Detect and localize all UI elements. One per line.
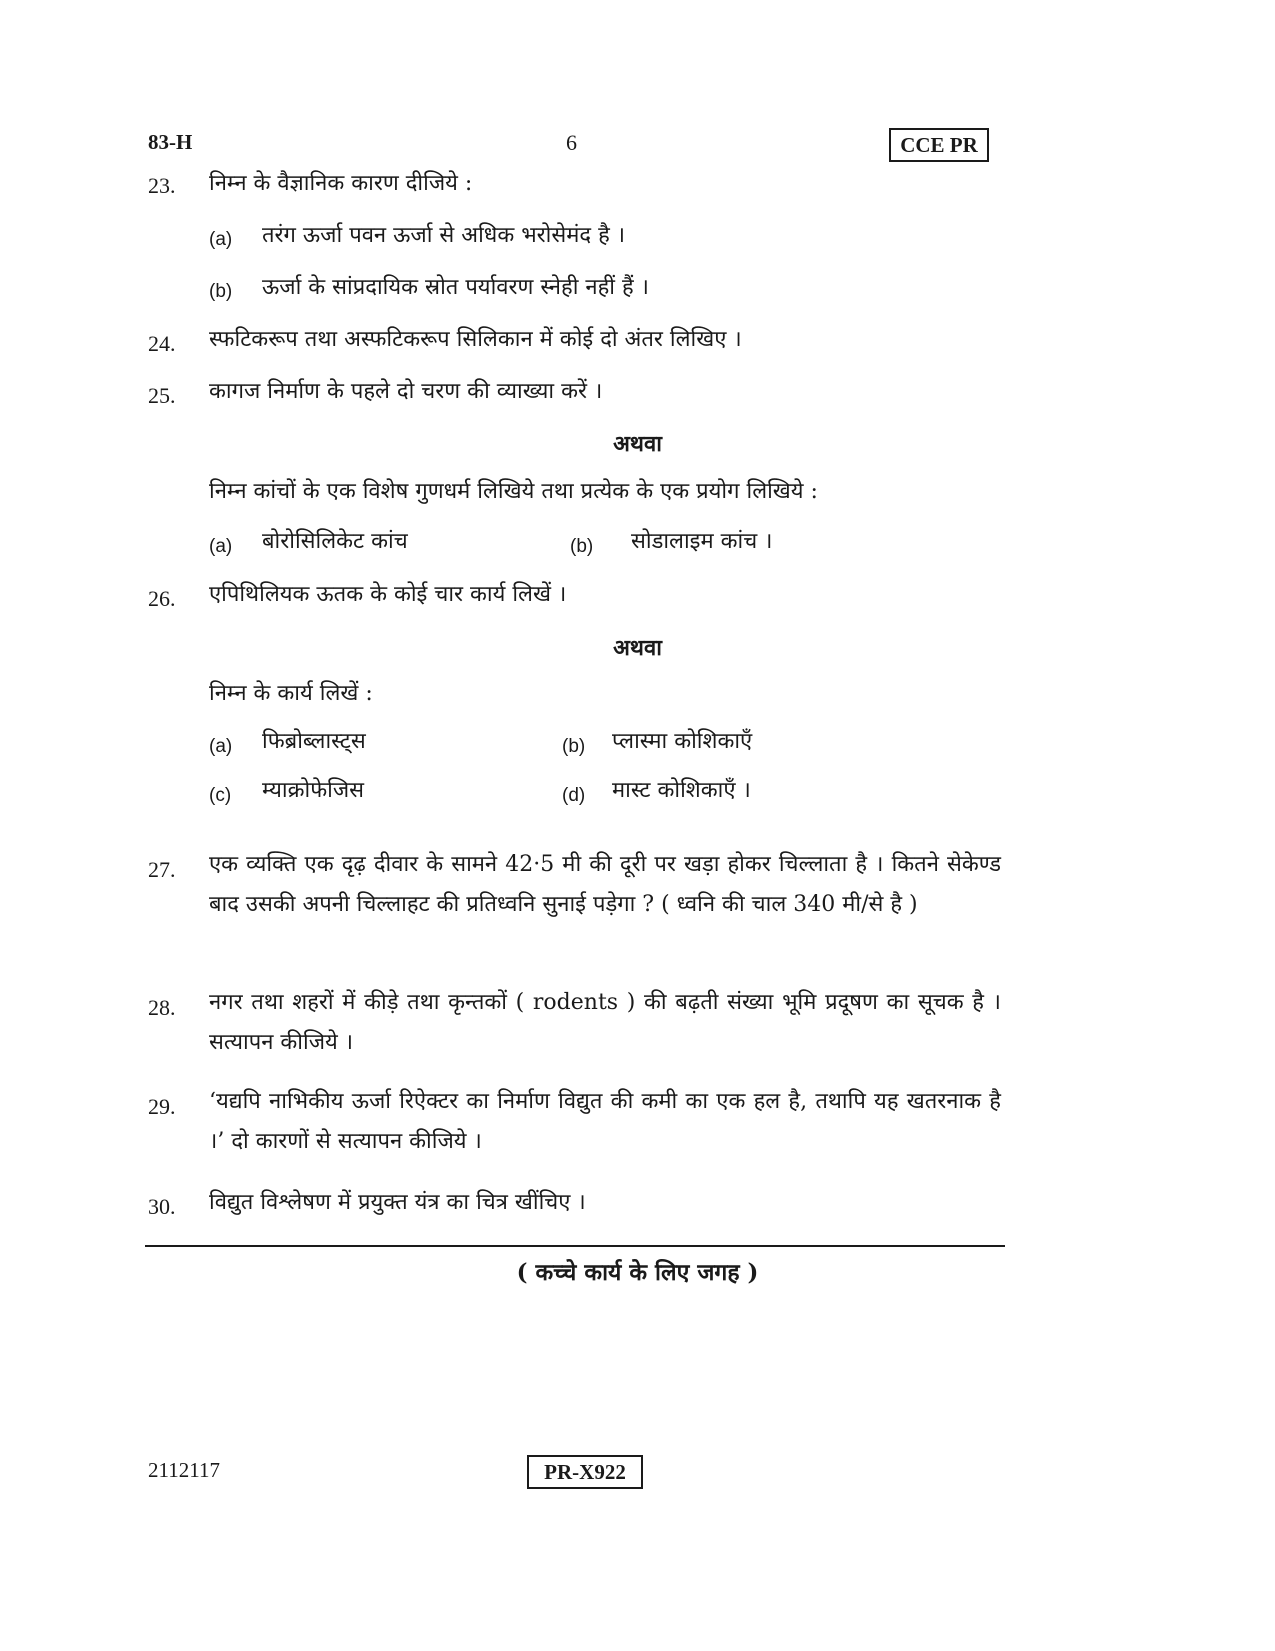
or-separator: अथवा <box>613 635 662 661</box>
question-text: निम्न के वैज्ञानिक कारण दीजिये : <box>209 171 473 196</box>
sub-text: मास्ट कोशिकाएँ । <box>612 778 751 803</box>
question-text: स्फटिकरूप तथा अस्फटिकरूप सिलिकान में कोई दो अंतर लिखिए । <box>209 327 742 352</box>
question-text: कागज निर्माण के पहले दो चरण की व्याख्या करें । <box>209 379 603 404</box>
sub-text: म्याक्रोफेजिस <box>262 778 365 803</box>
rough-work-label: ( कच्चे कार्य के लिए जगह ) <box>516 1259 759 1286</box>
divider <box>145 1245 1005 1247</box>
sub-label: (a) <box>209 736 233 757</box>
footer-code: 2112117 <box>148 1458 220 1482</box>
sub-text: फिब्रोब्लास्ट्स <box>262 729 366 754</box>
question-text: नगर तथा शहरों में कीड़े तथा कृन्तकों ( rodents ) की बढ़ती संख्या भूमि प्रदूषण का सूचक है । सत्यापन कीजिये । <box>209 990 1001 1055</box>
question-text: एपिथिलियक ऊतक के कोई चार कार्य लिखें । <box>209 582 567 607</box>
question-number: 28. <box>148 995 176 1020</box>
series-box: CCE PR <box>889 128 989 162</box>
sub-label: (c) <box>209 785 232 806</box>
footer-series-box: PR-X922 <box>527 1455 643 1489</box>
question-number: 29. <box>148 1094 176 1119</box>
paper-code: 83-H <box>148 130 193 154</box>
question-number: 27. <box>148 857 176 882</box>
sub-label: (a) <box>209 229 233 250</box>
question-text: विद्युत विश्लेषण में प्रयुक्त यंत्र का चित्र खींचिए । <box>209 1190 586 1215</box>
sub-text: तरंग ऊर्जा पवन ऊर्जा से अधिक भरोसेमंद है । <box>262 223 626 248</box>
question-number: 26. <box>148 586 176 611</box>
sub-label: (b) <box>209 281 233 302</box>
question-number: 25. <box>148 383 176 408</box>
alternative-question: निम्न कांचों के एक विशेष गुणधर्म लिखिये तथा प्रत्येक के एक प्रयोग लिखिये : <box>209 479 818 504</box>
alternative-question: निम्न के कार्य लिखें : <box>209 681 373 706</box>
sub-label: (b) <box>570 536 594 557</box>
sub-label: (b) <box>562 736 586 757</box>
question-text: ‘यद्यपि नाभिकीय ऊर्जा रिऐक्टर का निर्माण विद्युत की कमी का एक हल है, तथापि यह खतरनाक है ।’ दो कारणों से सत्यापन कीजिये । <box>209 1089 1001 1154</box>
question-text: एक व्यक्ति एक दृढ़ दीवार के सामने 42·5 मी की दूरी पर खड़ा होकर चिल्लाता है । कितने सेकेण्ड बाद उसकी अपनी चिल्लाहट की प्रतिध्वनि सुनाई पड़ेगा ? ( ध्वनि की चाल 340 मी/से है ) <box>209 852 1001 917</box>
sub-text: प्लास्मा कोशिकाएँ <box>612 729 753 754</box>
page-number: 6 <box>566 130 577 155</box>
sub-label: (a) <box>209 536 233 557</box>
sub-text: बोरोसिलिकेट कांच <box>262 529 408 554</box>
question-number: 23. <box>148 173 176 198</box>
question-number: 30. <box>148 1194 176 1219</box>
sub-text: सोडालाइम कांच । <box>631 529 773 554</box>
sub-label: (d) <box>562 785 586 806</box>
or-separator: अथवा <box>613 431 662 457</box>
sub-text: ऊर्जा के सांप्रदायिक स्रोत पर्यावरण स्नेही नहीं हैं । <box>262 275 649 300</box>
question-number: 24. <box>148 331 176 356</box>
